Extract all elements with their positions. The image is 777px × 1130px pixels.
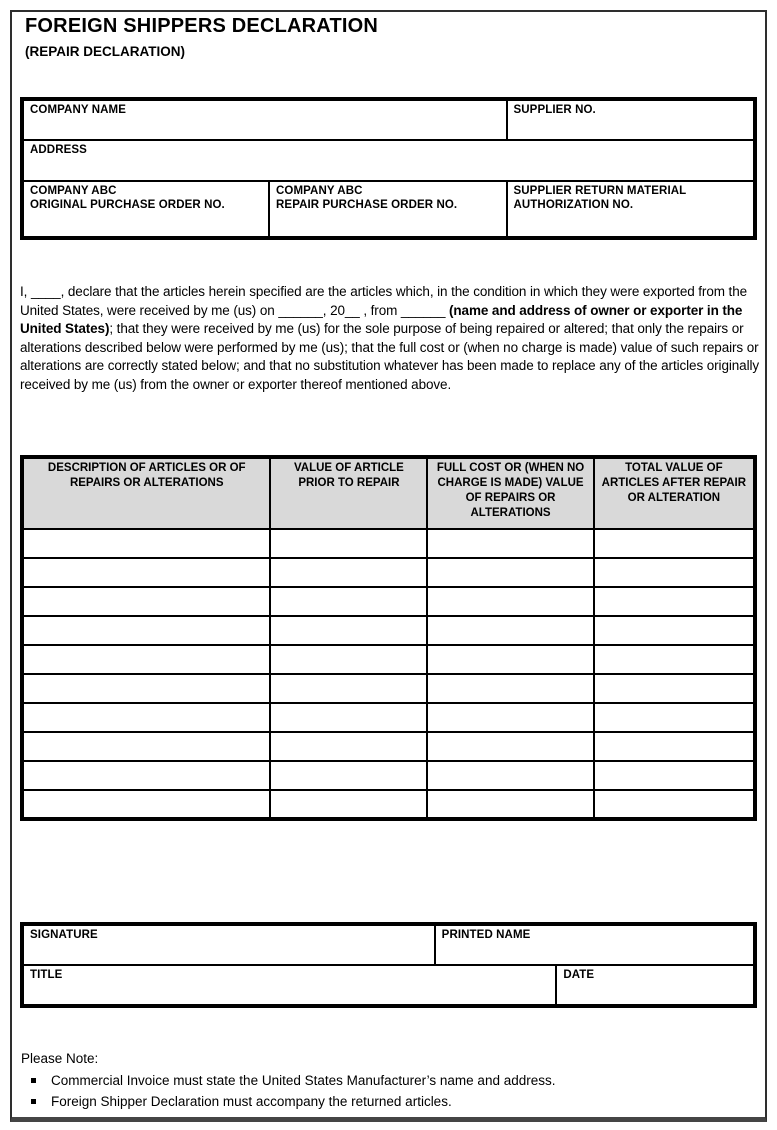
article-empty-cell — [22, 587, 270, 616]
printed-name-label: PRINTED NAME — [441, 929, 531, 941]
article-empty-cell — [594, 558, 755, 587]
square-bullet-icon — [31, 1099, 36, 1104]
info-row-1 — [22, 99, 755, 140]
form-page — [10, 10, 767, 1122]
article-empty-cell — [594, 587, 755, 616]
article-empty-cell — [270, 732, 427, 761]
article-empty-cell — [594, 761, 755, 790]
note-item-2 — [21, 1091, 556, 1113]
article-empty-cell — [270, 558, 427, 587]
repair-po-label-line1: COMPANY ABC — [276, 185, 363, 197]
signature-label: SIGNATURE — [30, 929, 98, 941]
address-label: ADDRESS — [30, 144, 87, 156]
article-empty-cell — [427, 645, 593, 674]
form-subtitle: (REPAIR DECLARATION) — [25, 44, 185, 59]
company-name-cell — [22, 99, 507, 140]
article-empty-cell — [270, 529, 427, 558]
article-empty-cell — [427, 732, 593, 761]
note-text-2: Foreign Shipper Declaration must accompany the returned articles. — [51, 1094, 452, 1109]
articles-header-row — [22, 457, 755, 529]
note-text-1: Commercial Invoice must state the United States Manufacturer’s name and address. — [51, 1072, 556, 1088]
article-empty-cell — [427, 703, 593, 732]
article-empty-cell — [427, 790, 593, 819]
article-empty-row — [22, 645, 755, 674]
title-label: TITLE — [30, 969, 63, 981]
article-empty-cell — [270, 761, 427, 790]
article-empty-cell — [427, 674, 593, 703]
declaration-segment: ; that they were received by me (us) for the sole purpose of being repaired or altered; that only the repairs or alterations described below were performed by me (us); that the full cost or (when no charge is made) value of such repairs or alterations are correctly stated below; and that no substitution whatever has been made to replace any of the articles originally received by me (us) from the owner or exporter thereof mentioned above. — [20, 321, 760, 392]
form-title: FOREIGN SHIPPERS DECLARATION — [25, 15, 379, 37]
supplier-no-label: SUPPLIER NO. — [513, 104, 596, 116]
article-empty-row — [22, 674, 755, 703]
article-empty-cell — [22, 761, 270, 790]
signature-row-2 — [22, 965, 755, 1006]
declaration-paragraph — [20, 283, 765, 395]
article-empty-row — [22, 529, 755, 558]
article-empty-cell — [270, 587, 427, 616]
article-empty-cell — [427, 761, 593, 790]
article-empty-cell — [594, 703, 755, 732]
articles-table — [20, 455, 757, 821]
declaration-segment: I, ____, declare that the articles herein specified are the articles which, in the condition in which they were exported from the United States, were received by me (us) on ______, 20__ , from ______ — [20, 284, 748, 318]
date-label: DATE — [563, 969, 595, 981]
declaration-bold-segment: (name and address of owner or exporter in the United States) — [20, 302, 743, 337]
article-empty-row — [22, 790, 755, 819]
supplier-rma-label-line2: AUTHORIZATION NO. — [513, 199, 634, 211]
article-empty-row — [22, 761, 755, 790]
article-empty-cell — [594, 645, 755, 674]
article-empty-cell — [270, 616, 427, 645]
article-empty-cell — [22, 529, 270, 558]
article-empty-cell — [270, 703, 427, 732]
article-empty-cell — [594, 732, 755, 761]
original-po-label-line2: ORIGINAL PURCHASE ORDER NO. — [30, 199, 225, 211]
signature-table — [20, 922, 757, 1008]
original-po-label-line1: COMPANY ABC — [30, 185, 117, 197]
date-cell — [556, 965, 755, 1006]
articles-header-value-prior: VALUE OF ARTICLE PRIOR TO REPAIR — [270, 457, 427, 529]
article-empty-cell — [594, 529, 755, 558]
article-empty-cell — [427, 616, 593, 645]
article-empty-cell — [22, 790, 270, 819]
address-cell — [22, 140, 755, 181]
article-empty-cell — [427, 558, 593, 587]
company-name-label: COMPANY NAME — [30, 104, 126, 116]
article-empty-cell — [22, 645, 270, 674]
article-empty-row — [22, 587, 755, 616]
article-empty-cell — [427, 529, 593, 558]
original-po-cell — [22, 181, 269, 238]
article-empty-cell — [270, 674, 427, 703]
article-empty-cell — [427, 587, 593, 616]
supplier-no-cell — [507, 99, 756, 140]
article-empty-cell — [594, 616, 755, 645]
article-empty-cell — [594, 790, 755, 819]
article-empty-cell — [22, 558, 270, 587]
info-row-2 — [22, 140, 755, 181]
article-empty-cell — [594, 674, 755, 703]
articles-header-full-cost: FULL COST OR (WHEN NO CHARGE IS MADE) VALUE OF REPAIRS OR ALTERATIONS — [427, 457, 593, 529]
company-info-table — [20, 97, 757, 240]
article-empty-cell — [270, 790, 427, 819]
article-empty-row — [22, 558, 755, 587]
article-empty-row — [22, 703, 755, 732]
article-empty-cell — [270, 645, 427, 674]
repair-po-cell — [269, 181, 506, 238]
note-item-1 — [21, 1070, 556, 1092]
articles-header-total-value: TOTAL VALUE OF ARTICLES AFTER REPAIR OR ALTERATION — [594, 457, 755, 529]
square-bullet-icon — [31, 1078, 36, 1083]
signature-cell — [22, 924, 435, 965]
article-empty-cell — [22, 703, 270, 732]
info-row-3 — [22, 181, 755, 238]
article-empty-cell — [22, 732, 270, 761]
articles-header-description: DESCRIPTION OF ARTICLES OR OF REPAIRS OR ALTERATIONS — [22, 457, 270, 529]
notes-section — [21, 1048, 556, 1113]
article-empty-cell — [22, 674, 270, 703]
notes-title: Please Note: — [21, 1051, 99, 1066]
title-cell — [22, 965, 556, 1006]
supplier-rma-label-line1: SUPPLIER RETURN MATERIAL — [513, 185, 687, 197]
article-empty-row — [22, 616, 755, 645]
supplier-rma-cell — [507, 181, 756, 238]
article-empty-cell — [22, 616, 270, 645]
article-empty-row — [22, 732, 755, 761]
printed-name-cell — [435, 924, 755, 965]
signature-row-1 — [22, 924, 755, 965]
repair-po-label-line2: REPAIR PURCHASE ORDER NO. — [276, 199, 458, 211]
